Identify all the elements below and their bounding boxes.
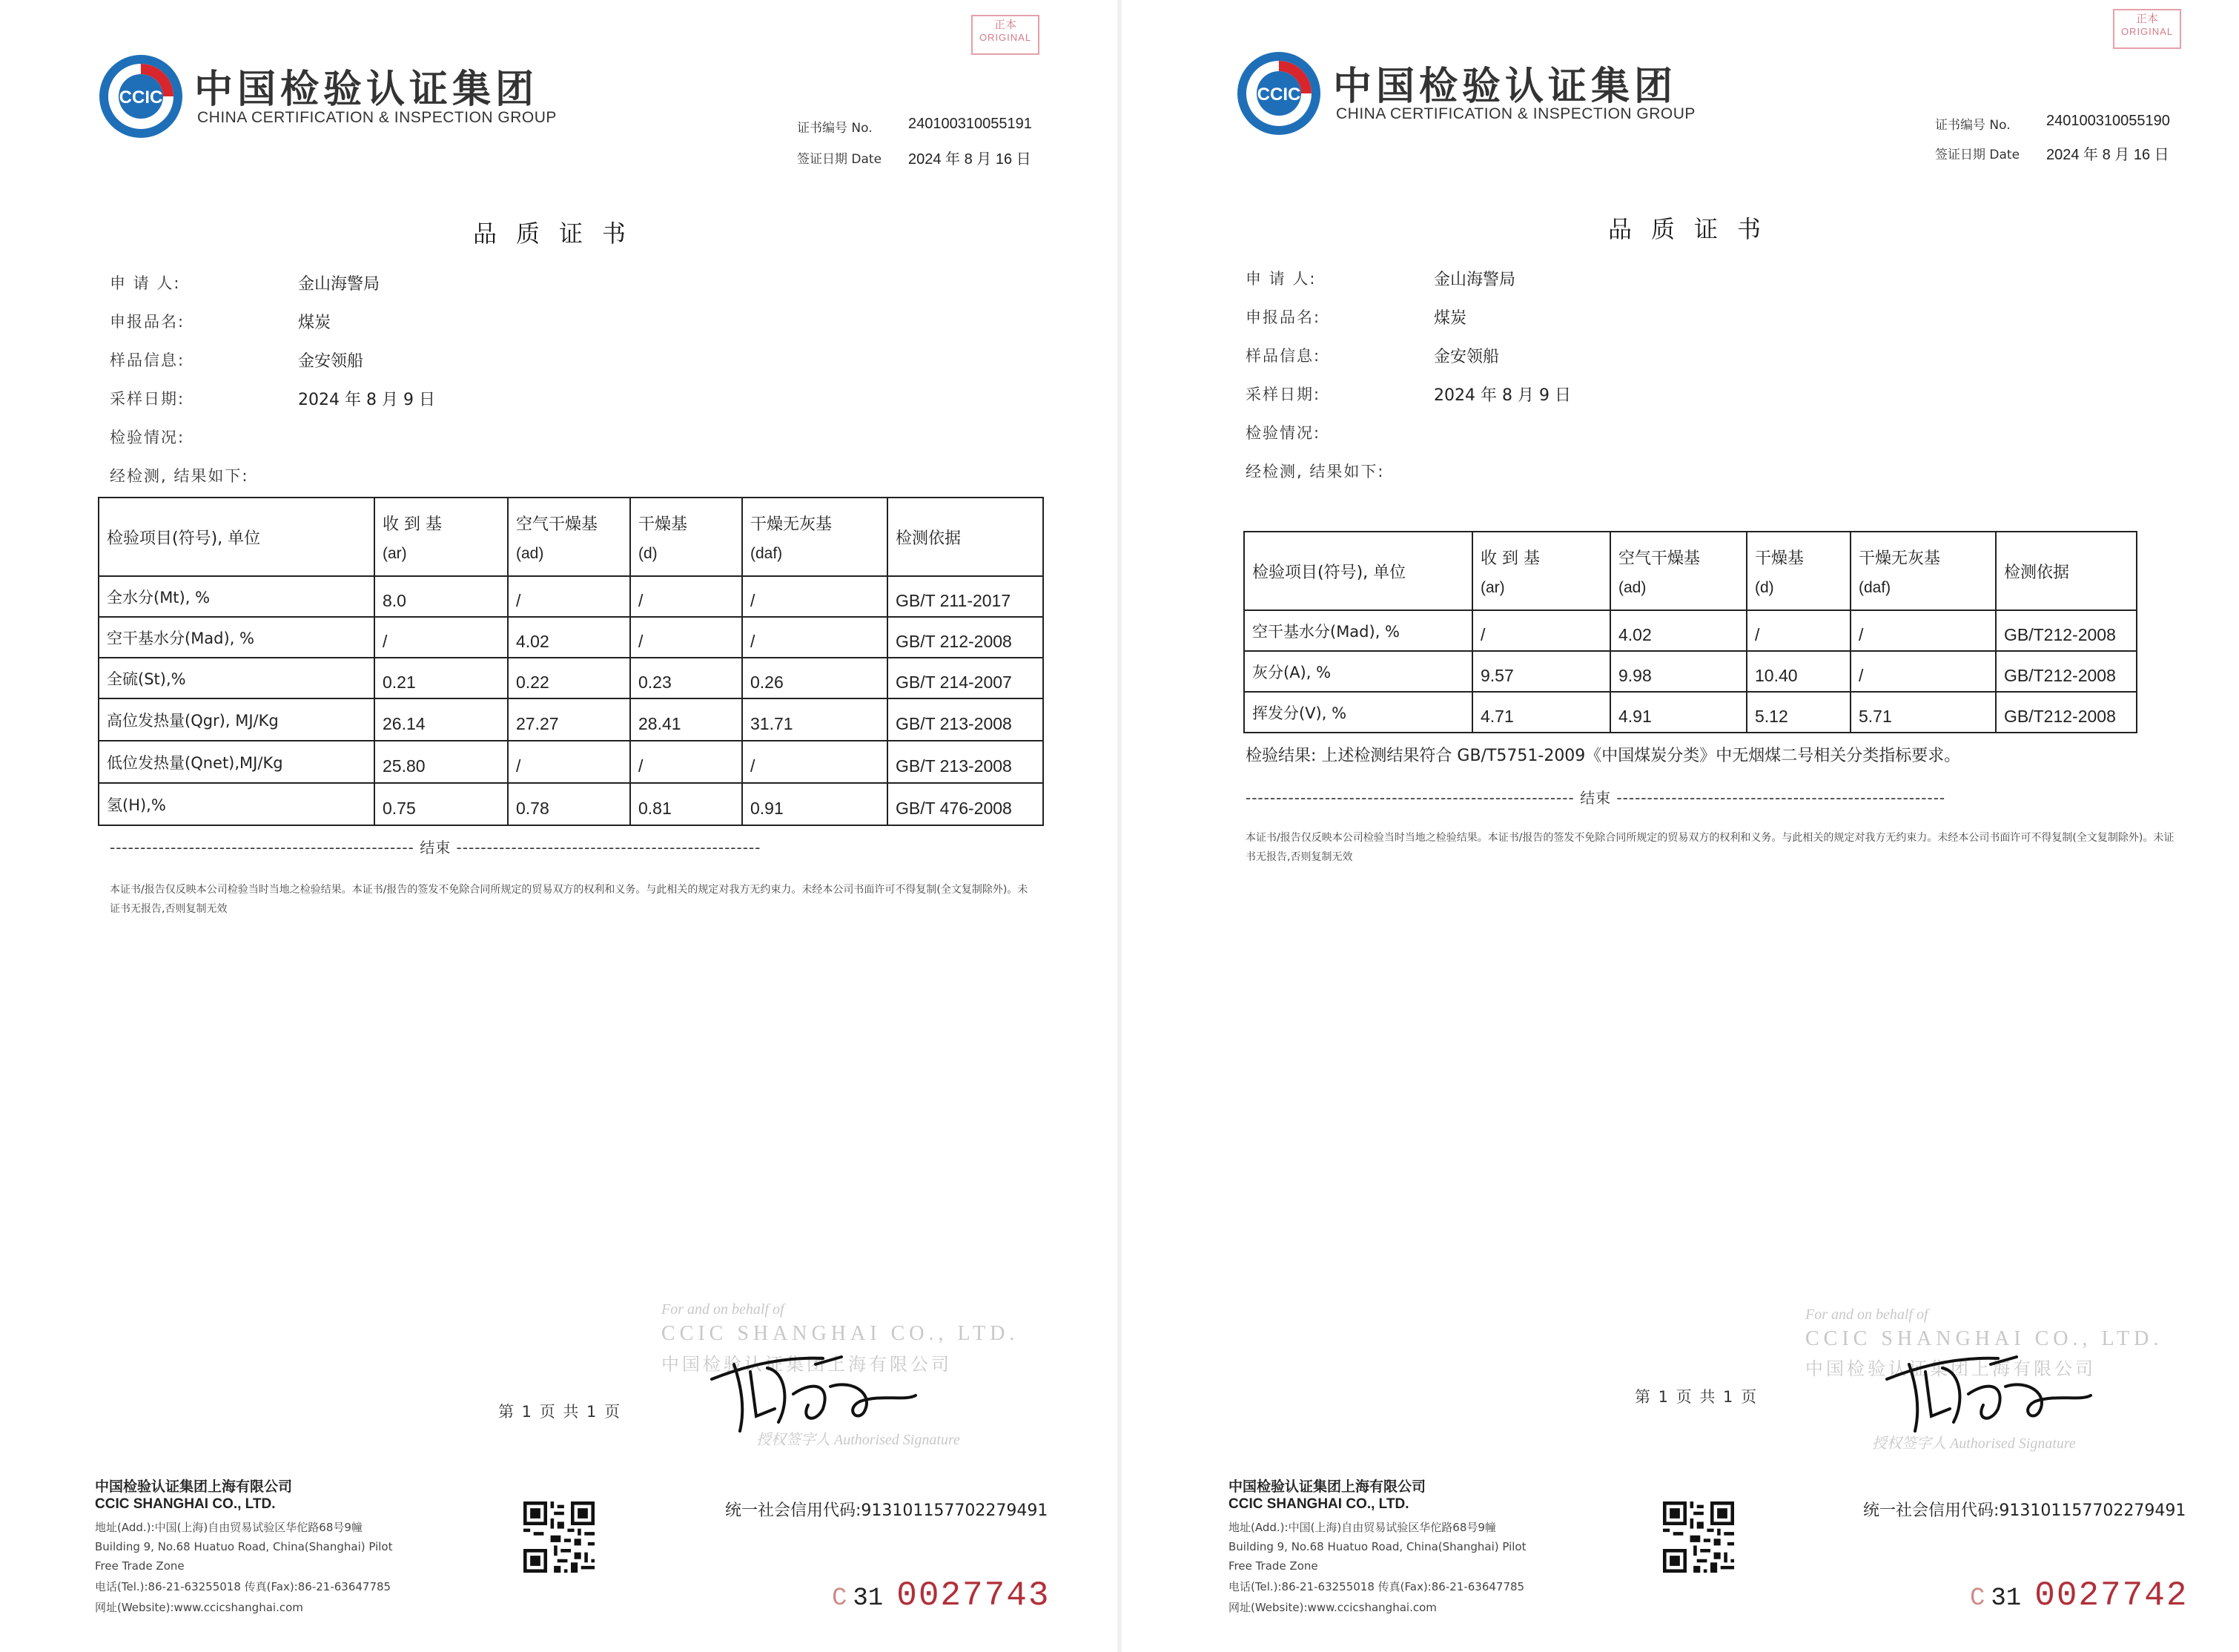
credit-code <box>725 1498 1048 1521</box>
cell-daf: / <box>742 741 887 783</box>
cell-item: 高位发热量(Qgr), MJ/Kg <box>99 698 374 741</box>
issue-date-label: 签证日期 Date <box>797 152 882 167</box>
col-header-item: 检验项目(符号), 单位 <box>99 498 374 576</box>
cell-ar: 26.14 <box>374 698 508 741</box>
applicant-label: 申 请 人: <box>110 274 181 292</box>
company-tel-fax: 电话(Tel.):86-21-63255018 传真(Fax):86-21-63647785 <box>95 1580 391 1593</box>
serial-prefix-31: 31 <box>853 1585 884 1613</box>
svg-text:CCIC: CCIC <box>119 87 163 108</box>
table-row <box>99 698 1043 741</box>
cell-daf: 0.26 <box>742 658 887 698</box>
cell-ad: 4.02 <box>1610 610 1747 651</box>
sampling-date-value: 2024 年 8 月 9 日 <box>298 391 435 409</box>
cell-item: 空干基水分(Mad), % <box>99 617 374 658</box>
issue-date-value: 2024 年 8 月 16 日 <box>908 151 1031 168</box>
cell-d: / <box>630 617 742 658</box>
end-marker: -------------------------------------------------- 结束 -------------------------------------------------- <box>110 839 761 856</box>
product-label: 申报品名: <box>1246 308 1321 326</box>
sampling-date-value: 2024 年 8 月 9 日 <box>1434 386 1571 405</box>
table-row <box>1244 692 2137 733</box>
serial-number-value: 0027742 <box>2034 1576 2189 1615</box>
cell-d: / <box>630 741 742 783</box>
serial-prefix-31: 31 <box>1991 1585 2022 1613</box>
cert-number-value: 240100310055190 <box>2046 113 2170 129</box>
product-value: 煤炭 <box>1434 309 1467 328</box>
cell-ad: 27.27 <box>508 698 630 741</box>
qr-code-icon <box>1663 1501 1734 1573</box>
certificate-page-right <box>1123 0 2239 1652</box>
page-number: 第 1 页 共 1 页 <box>498 1403 622 1421</box>
cell-ad: / <box>508 741 630 783</box>
cell-basis: GB/T212-2008 <box>1996 651 2137 692</box>
on-behalf-line-1: For and on behalf of <box>661 1301 784 1318</box>
cell-item: 低位发热量(Qnet),MJ/Kg <box>99 741 374 783</box>
cell-ar: 4.71 <box>1472 692 1610 733</box>
cell-basis: GB/T212-2008 <box>1996 692 2137 733</box>
cell-ar: 9.57 <box>1472 651 1610 692</box>
serial-prefix-c: C <box>1970 1585 1985 1613</box>
certificate-page-left <box>0 0 1116 1652</box>
cell-ad: / <box>508 576 630 617</box>
sample-info-label: 样品信息: <box>110 351 185 369</box>
cell-daf: / <box>742 576 887 617</box>
cell-ad: 4.02 <box>508 617 630 658</box>
ccic-logo-icon <box>1234 49 1323 138</box>
serial-prefix-c: C <box>832 1585 847 1613</box>
col-header-daf: 干燥无灰基 (daf) <box>742 498 887 576</box>
sampling-date-label: 采样日期: <box>110 390 185 408</box>
credit-code <box>1863 1498 2186 1521</box>
table-row <box>99 617 1043 658</box>
svg-text:CCIC: CCIC <box>1257 85 1301 105</box>
issue-date <box>1935 144 2169 163</box>
col-header-basis: 检测依据 <box>1996 532 2137 610</box>
results-intro: 经检测, 结果如下: <box>1246 463 1385 480</box>
results-intro: 经检测, 结果如下: <box>110 467 249 485</box>
brand-name-cn: 中国检验认证集团 <box>194 67 539 112</box>
applicant-value: 金山海警局 <box>298 275 380 294</box>
company-website: 网址(Website):www.ccicshanghai.com <box>95 1601 303 1614</box>
cell-basis: GB/T 213-2008 <box>887 741 1043 783</box>
credit-code-value: 913101157702279491 <box>861 1501 1048 1520</box>
cert-number <box>1935 113 2170 133</box>
page-divider <box>1117 0 1122 1652</box>
table-header-row <box>99 498 1043 576</box>
brand-name-cn: 中国检验认证集团 <box>1333 65 1678 109</box>
col-header-daf: 干燥无灰基 (daf) <box>1851 532 1996 610</box>
issue-date-label: 签证日期 Date <box>1935 148 2020 162</box>
on-behalf-line-1: For and on behalf of <box>1805 1306 1928 1323</box>
cert-number-label: 证书编号 No. <box>1935 118 2011 133</box>
cell-d: / <box>1747 610 1851 651</box>
company-tel-fax: 电话(Tel.):86-21-63255018 传真(Fax):86-21-63647785 <box>1228 1580 1525 1593</box>
sample-info-label: 样品信息: <box>1246 347 1321 365</box>
stamp-cn: 正本 <box>993 18 1016 31</box>
brand-name-en: CHINA CERTIFICATION & INSPECTION GROUP <box>197 109 557 126</box>
cell-ad: 0.22 <box>508 658 630 698</box>
col-header-ad: 空气干燥基 (ad) <box>508 498 630 576</box>
col-header-ad: 空气干燥基 (ad) <box>1610 532 1747 610</box>
cell-ad: 4.91 <box>1610 692 1747 733</box>
on-behalf-line-2: CCIC SHANGHAI CO., LTD. <box>1805 1327 2163 1350</box>
handwritten-signature-icon <box>704 1335 927 1438</box>
authorised-signature-label: 授权签字人 Authorised Signature <box>1872 1435 2076 1452</box>
inspection-label: 检验情况: <box>1246 424 1321 442</box>
on-behalf-line-2: CCIC SHANGHAI CO., LTD. <box>661 1322 1019 1345</box>
brand-name-en: CHINA CERTIFICATION & INSPECTION GROUP <box>1336 105 1696 122</box>
serial-number-value: 0027743 <box>896 1576 1051 1615</box>
cell-basis: GB/T212-2008 <box>1996 610 2137 651</box>
company-address-2: Building 9, No.68 Huatuo Road, China(Shanghai) Pilot <box>1228 1540 1527 1553</box>
cell-daf: 5.71 <box>1851 692 1996 733</box>
col-header-item: 检验项目(符号), 单位 <box>1244 532 1472 610</box>
on-behalf-line-3: 中国检验认证集团上海有限公司 <box>661 1355 952 1375</box>
inspection-label: 检验情况: <box>110 429 185 446</box>
cell-daf: / <box>1851 651 1996 692</box>
cell-basis: GB/T 214-2007 <box>887 658 1043 698</box>
col-header-ar: 收 到 基 (ar) <box>374 498 508 576</box>
certificate-title: 品质证书 <box>1608 215 1781 243</box>
cell-item: 灰分(A), % <box>1244 651 1472 692</box>
serial-number <box>832 1576 1050 1615</box>
sampling-date-label: 采样日期: <box>1246 386 1321 403</box>
cell-daf: 31.71 <box>742 698 887 741</box>
cell-ar: / <box>1472 610 1610 651</box>
authorised-signature-label: 授权签字人 Authorised Signature <box>756 1432 960 1448</box>
results-table <box>1243 531 2137 733</box>
cert-number-label: 证书编号 No. <box>797 121 873 136</box>
cell-daf: / <box>742 617 887 658</box>
applicant-value: 金山海警局 <box>1434 271 1516 289</box>
table-row <box>99 576 1043 617</box>
cell-ar: 25.80 <box>374 741 508 783</box>
company-name-cn: 中国检验认证集团上海有限公司 <box>1228 1478 1426 1495</box>
disclaimer-text: 本证书/报告仅反映本公司检验当时当地之检验结果。本证书/报告的签发不免除合同所规定的贸易双方的权利和义务。与此相关的规定对我方无约束力。未经本公司书面许可不得复制(全文复制除外)。未证书无报告,否则复制无效 <box>1246 832 2174 863</box>
cell-daf: / <box>1851 610 1996 651</box>
credit-code-value: 913101157702279491 <box>1999 1501 2186 1520</box>
credit-code-label: 统一社会信用代码: <box>1863 1501 2000 1520</box>
cell-ad: 0.78 <box>508 783 630 825</box>
end-marker: ------------------------------------------------------ 结束 ------------------------------------------------------ <box>1246 789 1946 807</box>
product-label: 申报品名: <box>110 313 185 331</box>
cell-basis: GB/T 211-2017 <box>887 576 1043 617</box>
company-address-3: Free Trade Zone <box>1228 1559 1318 1573</box>
credit-code-label: 统一社会信用代码: <box>725 1501 861 1520</box>
table-row <box>1244 610 2137 651</box>
cell-d: 10.40 <box>1747 651 1851 692</box>
cert-number <box>797 116 1032 136</box>
certificate-title: 品质证书 <box>473 219 646 248</box>
page-number: 第 1 页 共 1 页 <box>1635 1388 1759 1406</box>
col-header-d: 干燥基 (d) <box>630 498 742 576</box>
ccic-logo-icon <box>96 52 185 141</box>
cell-basis: GB/T 476-2008 <box>887 783 1043 825</box>
issue-date-value: 2024 年 8 月 16 日 <box>2046 147 2169 163</box>
sample-info-value: 金安领船 <box>1434 348 1500 366</box>
cell-item: 空干基水分(Mad), % <box>1244 610 1472 651</box>
cell-basis: GB/T 213-2008 <box>887 698 1043 741</box>
cell-d: 28.41 <box>630 698 742 741</box>
company-address-1: 地址(Add.):中国(上海)自由贸易试验区华佗路68号9幢 <box>95 1521 363 1534</box>
col-header-ar: 收 到 基 (ar) <box>1472 532 1610 610</box>
cell-item: 挥发分(V), % <box>1244 692 1472 733</box>
stamp-en: ORIGINAL <box>2120 25 2174 37</box>
company-website: 网址(Website):www.ccicshanghai.com <box>1228 1601 1437 1614</box>
company-address-2: Building 9, No.68 Huatuo Road, China(Shanghai) Pilot <box>95 1540 393 1553</box>
issue-date <box>797 148 1031 168</box>
company-name-cn: 中国检验认证集团上海有限公司 <box>95 1478 293 1495</box>
col-header-d: 干燥基 (d) <box>1747 532 1851 610</box>
cell-item: 全水分(Mt), % <box>99 576 374 617</box>
company-address-1: 地址(Add.):中国(上海)自由贸易试验区华佗路68号9幢 <box>1228 1521 1496 1534</box>
cell-ar: / <box>374 617 508 658</box>
cell-d: / <box>630 576 742 617</box>
disclaimer-text: 本证书/报告仅反映本公司检验当时当地之检验结果。本证书/报告的签发不免除合同所规定的贸易双方的权利和义务。与此相关的规定对我方无约束力。未经本公司书面许可不得复制(全文复制除外)。未证书无报告,否则复制无效 <box>110 884 1028 915</box>
handwritten-signature-icon <box>1879 1335 2102 1438</box>
original-stamp <box>971 15 1039 55</box>
table-header-row <box>1244 532 2137 610</box>
results-table <box>98 497 1044 826</box>
inspection-conclusion: 检验结果: 上述检测结果符合 GB/T5751-2009《中国煤炭分类》中无烟煤二号相关分类指标要求。 <box>1246 747 1961 765</box>
table-row <box>99 783 1043 825</box>
qr-code-icon <box>523 1501 595 1573</box>
company-name-en: CCIC SHANGHAI CO., LTD. <box>1228 1496 1409 1512</box>
table-row <box>99 741 1043 783</box>
cell-basis: GB/T 212-2008 <box>887 617 1043 658</box>
cell-ad: 9.98 <box>1610 651 1747 692</box>
applicant-label: 申 请 人: <box>1246 270 1317 288</box>
cell-item: 氢(H),% <box>99 783 374 825</box>
product-value: 煤炭 <box>298 314 331 332</box>
cell-daf: 0.91 <box>742 783 887 825</box>
sample-info-value: 金安领船 <box>298 352 364 371</box>
company-address-3: Free Trade Zone <box>95 1559 185 1573</box>
cell-ar: 0.21 <box>374 658 508 698</box>
col-header-basis: 检测依据 <box>887 498 1043 576</box>
cell-d: 0.81 <box>630 783 742 825</box>
table-row <box>1244 651 2137 692</box>
cert-number-value: 240100310055191 <box>908 116 1032 132</box>
cell-ar: 8.0 <box>374 576 508 617</box>
serial-number <box>1970 1576 2188 1615</box>
on-behalf-line-3: 中国检验认证集团上海有限公司 <box>1805 1360 2096 1379</box>
cell-item: 全硫(St),% <box>99 658 374 698</box>
stamp-cn: 正本 <box>2135 12 2158 25</box>
table-row <box>99 658 1043 698</box>
stamp-en: ORIGINAL <box>979 31 1032 43</box>
original-stamp <box>2113 9 2181 49</box>
cell-d: 5.12 <box>1747 692 1851 733</box>
company-name-en: CCIC SHANGHAI CO., LTD. <box>95 1496 276 1512</box>
cell-d: 0.23 <box>630 658 742 698</box>
cell-ar: 0.75 <box>374 783 508 825</box>
